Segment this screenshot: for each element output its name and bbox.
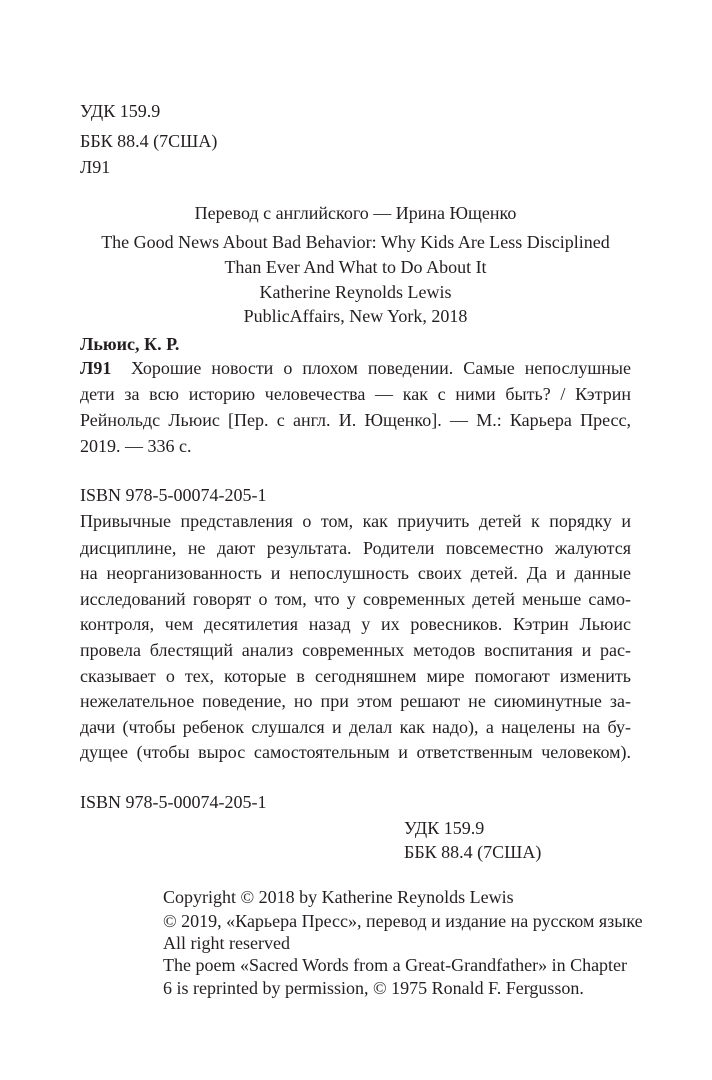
- annotation-line-6: провела блестящий анализ современных методов воспитания и рас-: [80, 640, 631, 660]
- original-title-line-1: The Good News About Bad Behavior: Why Kids Are Less Disciplined: [101, 232, 610, 252]
- annotation-line-7: сказывает о тех, которые в сегодняшнем мире помогают изменить: [80, 666, 631, 686]
- annotation-line-2: дисциплине, не дают результата. Родители повсеместно жалуются: [80, 538, 631, 558]
- copyright-line-3: All right reserved: [163, 933, 290, 953]
- udk-code-top: УДК 159.9: [80, 101, 161, 121]
- annotation-line-1: Привычные представления о том, как приучить детей к порядку и: [80, 511, 631, 531]
- annotation-line-9: дачи (чтобы ребенок слушался и делал как надо), а нацелены на бу-: [80, 717, 631, 737]
- copyright-line-4: The poem «Sacred Words from a Great-Grandfather» in Chapter: [163, 955, 628, 975]
- annotation-line-5: контроля, чем десятилетия назад у их ровесников. Кэтрин Льюис: [80, 614, 631, 634]
- original-author: Katherine Reynolds Lewis: [259, 282, 452, 302]
- annotation-line-3: на неорганизованность и непослушность своих детей. Да и данные: [80, 563, 631, 583]
- catalog-line-2: дети за всю историю человечества — как с ними быть? / Кэтрин: [80, 384, 631, 404]
- translator-credit: Перевод с английского — Ирина Ющенко: [194, 203, 517, 223]
- isbn-second: ISBN 978-5-00074-205-1: [80, 792, 267, 812]
- original-publisher: PublicAffairs, New York, 2018: [243, 306, 468, 326]
- catalog-author-mark: Л91: [80, 358, 112, 378]
- udk-code-bottom: УДК 159.9: [404, 818, 485, 838]
- isbn-first: ISBN 978-5-00074-205-1: [80, 485, 267, 505]
- bbk-code-top: ББК 88.4 (7США): [80, 131, 218, 151]
- copyright-line-2: © 2019, «Карьера Пресс», перевод и издание на русском языке: [163, 911, 643, 931]
- catalog-line-3: Рейнольдс Льюис [Пер. с англ. И. Ющенко]. — М.: Карьера Пресс,: [80, 410, 631, 430]
- catalog-line-1: Хорошие новости о плохом поведении. Самые непослушные: [131, 358, 631, 378]
- copyright-line-5: 6 is reprinted by permission, © 1975 Ronald F. Fergusson.: [163, 978, 584, 998]
- annotation-line-4: исследований говорят о том, что у современных детей меньше само-: [80, 589, 631, 609]
- author-mark-top: Л91: [80, 157, 111, 177]
- copyright-line-1: Copyright © 2018 by Katherine Reynolds Lewis: [163, 887, 514, 907]
- annotation-line-8: нежелательное поведение, но при этом решают не сиюминутные за-: [80, 691, 631, 711]
- catalog-line-4: 2019. — 336 с.: [80, 436, 192, 456]
- original-title-line-2: Than Ever And What to Do About It: [224, 257, 487, 277]
- bbk-code-bottom: ББК 88.4 (7США): [404, 842, 542, 862]
- catalog-author-heading: Льюис, К. Р.: [80, 334, 180, 354]
- annotation-line-10: дущее (чтобы вырос самостоятельным и ответственным человеком).: [80, 742, 631, 762]
